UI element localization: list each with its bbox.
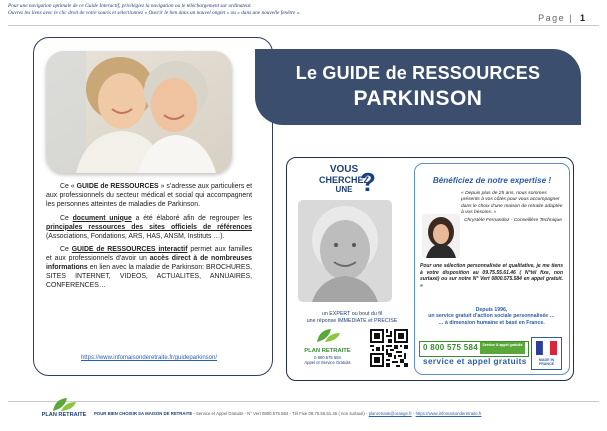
navigation-note-line1: Pour une navigation optimale de ce Guide Interactif, privilégiez la navigation ou le téléchargement sur ordinateur. [8,3,252,9]
footer-separator: - [411,411,416,416]
intro-paragraph-2: Ce document unique a été élaboré afin de regrouper les principales ressources des sites officiels de références (Associations, Fondations, ARS, HAS, ANSM, Instituts …). [46,214,252,240]
page-indicator: Page | 1 [538,13,585,23]
phone-tag: Service & appel gratuits [480,342,525,354]
question-mark: ? [360,167,376,197]
title-line-1: Le GUIDE de RESSOURCES [295,63,541,83]
title-line-2: PARKINSON [353,87,483,110]
qr-code[interactable] [370,329,408,367]
header-divider [8,25,599,26]
guide-title-banner [255,49,581,125]
footer-website-link[interactable]: https://www.infomaisonderetraite.fr [415,411,482,416]
footer-text [94,411,482,416]
ad-headline-une: UNE [335,185,353,194]
advisor-photo [422,214,460,258]
footer-logo [40,396,88,426]
expert-tagline [292,311,412,324]
made-in-france-badge [531,337,562,370]
page-number: 1 [579,13,585,23]
intro-paragraph-1: Ce « GUIDE de RESSOURCES » s’adresse aux particuliers et aux professionnels du secteur médical et social qui accompagnent les personnes atteintes de maladies de Parkinson. [46,183,253,208]
two-women-photo [46,51,232,173]
navigation-note [8,3,448,17]
plan-retraite-logo [300,327,355,369]
advisor-quote-text: « Depuis plus de 25 ans, nous sommes présents à vos côtés pour vous accompagner dans le choix d’une maison de retraite adaptée à vos besoins. » [461,191,563,216]
footer-email-link[interactable]: planretraite@orange.fr [368,411,412,416]
plan-retraite-service: Appel et Service Gratuits [304,360,351,365]
expert-line-1: un EXPERT ou bout du fil [321,311,383,317]
service-line: service et appel gratuits [423,357,527,366]
navigation-note-line2: Ouvrez les liens avec le clic droit de votre souris et sélectionnez « Ouvrir le lien dans un nouvel onglet » ou « dans une nouvelle fenêtre ». [8,9,301,16]
expertise-title: Bénéficiez de notre expertise ! [432,176,552,185]
since-line-1: Depuis 1996, [475,307,508,313]
leaf-icon [313,327,343,343]
footer-logo-name: PLAN RETRAITE [41,412,87,418]
ad-headline-vous: VOUS [329,164,359,175]
intro-text [46,183,252,296]
footer-divider [8,401,599,402]
plan-retraite-name: PLAN RETRAITE [304,348,351,354]
intro-paragraph-3: Ce GUIDE de RESSOURCES interactif permet aux familles et aux professionnels d’avoir un accès direct à de nombreuses informations en lien avec la maladie de Parkinson: BROCHURES, SITES INTERNET, VIDEOS, ACTUALITES, ANNUAIRES, CONFERENCES… [46,246,253,290]
expert-line-2: une réponse IMMEDIATE et PRECISE [306,317,398,324]
footer-details: - Service et Appel Gratuits - N° Vert 0800.575.584 - Tél Fixe 09.75.55.61.46 ( non surtaxé) - [192,411,369,416]
footer-tagline: POUR BIEN CHOISIR SA MAISON DE RETRAITE [94,411,193,416]
footer-leaf-icon [49,396,79,412]
page-word: Page [538,13,566,23]
offer-text: Pour une sélection personnalisée et qualitative, je me tiens à votre disposition au 09.75.55.61.46 ( N°tél fixe, non surtaxé) ou sur notre N° Vert 0800.575.584 en appel gratuit. » [420,263,563,289]
since-text [420,307,563,326]
advisor-quote [461,191,565,224]
plan-retraite-phone: 0 800 575 584 [314,355,341,360]
senior-woman-photo [298,200,392,302]
guide-link[interactable]: https://www.infomaisonderetraite.fr/guideparkinson/ [80,355,218,361]
advisor-signature: Chrystèle Fernandez - Conseillère Technique [464,217,562,223]
since-line-2: un service gratuit d’action sociale personnalisée … [428,313,555,320]
since-line-3: … à dimension humaine et basé en France. [438,319,545,326]
ad-headline-cherchez: CHERCHEZ [318,175,369,185]
phone-number[interactable]: 0 800 575 584 [423,343,479,352]
made-in-france-caption: MADE IN FRANCE [538,358,555,366]
